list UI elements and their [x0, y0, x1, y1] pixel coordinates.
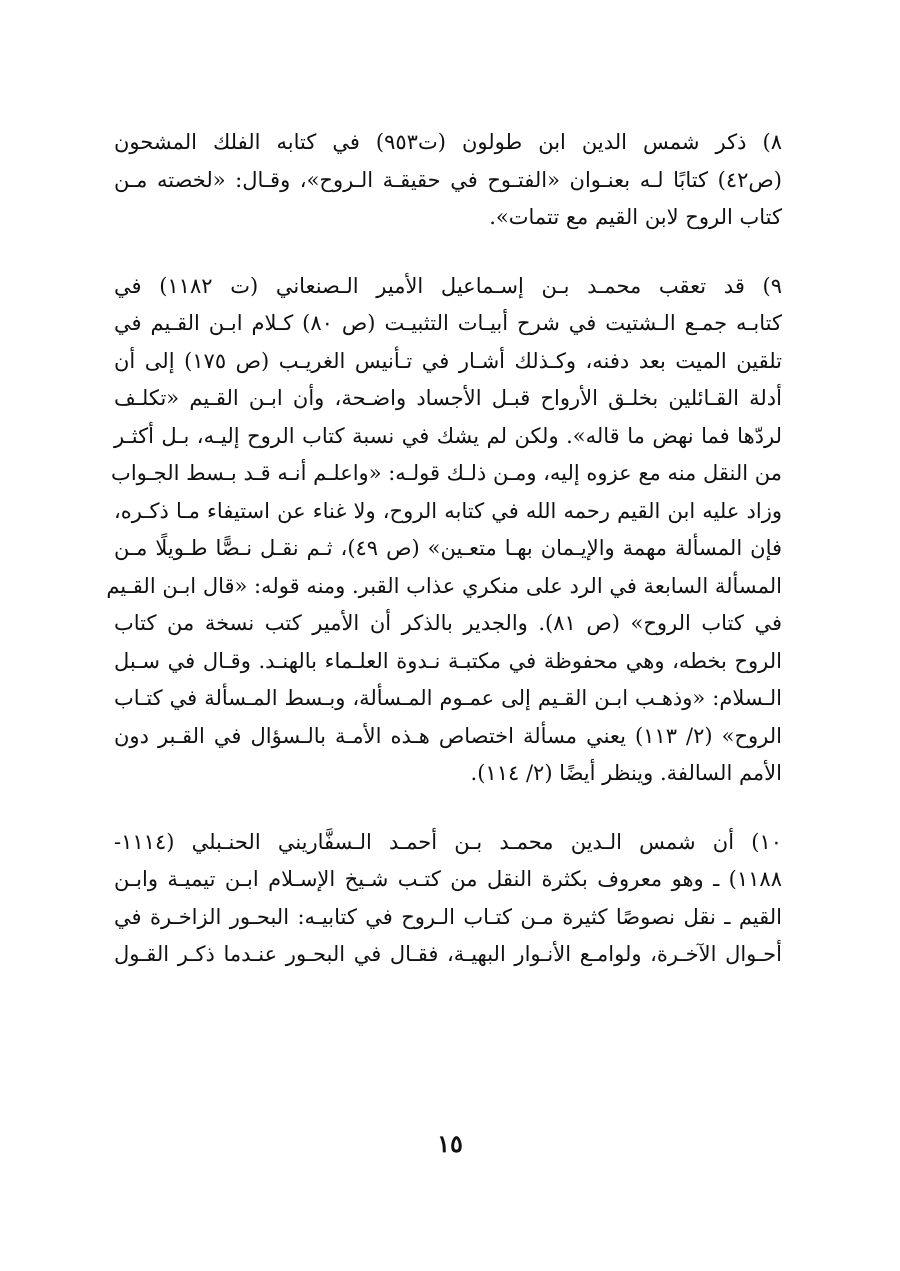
text-line: (ص٤٢) كتابًا لـه بعنـوان «الفتـوح في حقيقـة الـروح»، وقـال: «لخصته مـن: [114, 167, 782, 192]
text-line: أدلة القـائلين بخلـق الأرواح قبـل الأجساد واضـحة، وأن ابـن القـيم «تكلـف: [114, 386, 782, 410]
page-number: ١٥: [437, 1129, 463, 1158]
body-text: [106, 124, 783, 974]
text-line: كتابـه جمـع الـشتيت في شرح أبيـات التثبيـت (ص ٨٠) كـلام ابـن القـيم في: [114, 311, 783, 335]
paragraph-9: [106, 268, 783, 793]
text-line: ٩) قد تعقب محمـد بـن إسـماعيل الأمير الـصنعاني (ت ١١٨٢) في: [114, 273, 782, 298]
paragraph-gap: [114, 793, 782, 824]
text-line: وزاد عليه ابن القيم رحمه الله في كتابه الروح، ولا غناء عن استيفاء مـا ذكـره،: [114, 498, 782, 523]
text-line: في كتاب الروح» (ص ٨١). والجدير بالذكر أن الأمير كتب نسخة من كتاب: [114, 611, 782, 635]
text-line: الروح» (٢/ ١١٣) يعني مسألة اختصاص هـذه الأمـة بالـسؤال في القـبر دون: [114, 723, 783, 748]
text-line: الروح بخطه، وهي محفوظة في مكتبـة نـدوة العلـماء بالهنـد. وقـال في سـبل: [114, 648, 782, 673]
text-line: أحـوال الآخـرة، ولوامـع الأنـوار البهيـة، فقـال في البحـور عنـدما ذكـر القـول: [114, 942, 782, 966]
text-line: من النقل منه مع عزوه إليه، ومـن ذلـك قولـه: «واعلـم أنـه قـد بـسط الجـواب: [111, 461, 782, 485]
text-line: المسألة السابعة في الرد على منكري عذاب القبر. ومنه قوله: «قال ابـن القـيم: [106, 573, 782, 598]
text-line: ١١٨٨) ـ وهو معروف بكثرة النقل من كتـب شـيخ الإسـلام ابـن تيميـة وابـن: [114, 867, 782, 891]
text-line: لردّها فما نهض ما قاله». ولكن لم يشك في نسبة كتاب الروح إليـه، بـل أكثـر: [114, 423, 782, 448]
text-line: فإن المسألة مهمة والإيـمان بهـا متعـين» (ص ٤٩)، ثـم نقـل نـصًّا طـويلًا مـن: [114, 536, 783, 560]
paragraph-10: [114, 824, 782, 974]
text-line: ٨) ذكر شمس الدين ابن طولون (ت٩٥٣) في كتابه الفلك المشحون: [114, 130, 782, 154]
text-line: كتاب الروح لابن القيم مع تتمات».: [489, 205, 782, 229]
text-line: القيم ـ نقل نصوصًا كثيرة مـن كتـاب الـروح في كتابيـه: البحـور الزاخـرة في: [114, 904, 782, 929]
text-line: الأمم السالفة. وينظر أيضًا (٢/ ١١٤).: [470, 761, 782, 785]
paragraph-gap: [114, 237, 782, 268]
text-line: الـسلام: «وذهـب ابـن القـيم إلى عمـوم المـسألة، وبـسط المـسألة في كتـاب: [114, 686, 782, 710]
text-line: تلقين الميت بعد دفنه، وكـذلك أشـار في تـأنيس الغريـب (ص ١٧٥) إلى أن: [114, 348, 782, 373]
paragraph-8: [114, 124, 782, 237]
text-line: ١٠) أن شمس الـدين محمـد بـن أحمـد الـسفَّاريني الحنـبلي (١١١٤-: [114, 829, 782, 854]
